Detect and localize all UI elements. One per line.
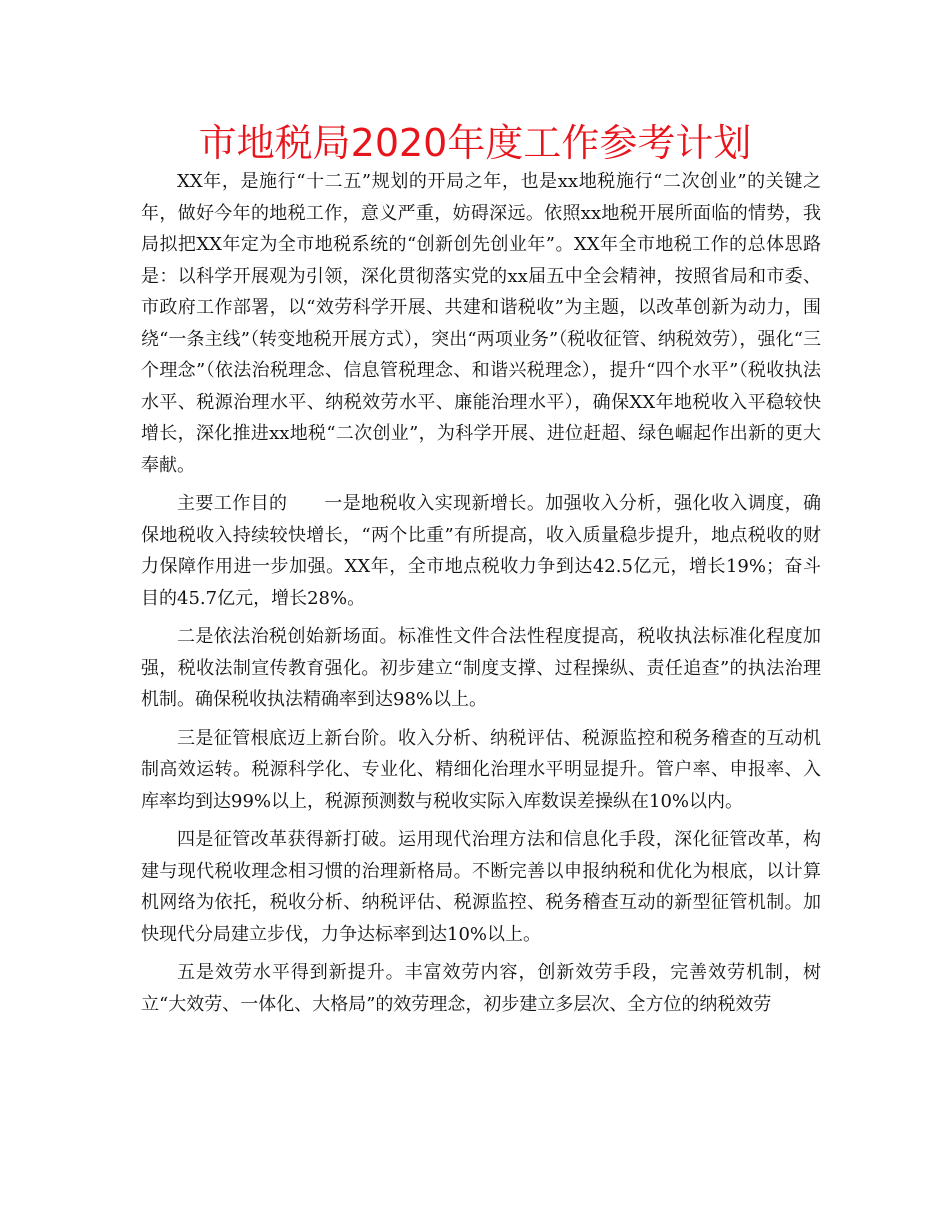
paragraph-goal-1: 主要工作目的 一是地税收入实现新增长。加强收入分析，强化收入调度，确保地税收入持续较快增长，“两个比重”有所提高，收入质量稳步提升，地点税收的财力保障作用进一步加强。XX年，全市地点税收力争到达42.5亿元，增长19%；奋斗目的45.7亿元，增长28%。 xyxy=(141,493,821,609)
paragraph-goal-5: 五是效劳水平得到新提升。丰富效劳内容，创新效劳手段，完善效劳机制，树立“大效劳、一体化、大格局”的效劳理念，初步建立多层次、全方位的纳税效劳 xyxy=(141,962,821,1015)
paragraph-goal-4: 四是征管改革获得新打破。运用现代治理方法和信息化手段，深化征管改革，构建与现代税收理念相习惯的治理新格局。不断完善以申报纳税和优化为根底，以计算机网络为依托，税收分析、纳税评估、税源监控、税务稽查互动的新型征管机制。加快现代分局建立步伐，力争达标率到达10%以上。 xyxy=(141,829,821,945)
document-body xyxy=(141,166,821,1027)
paragraph-intro: XX年，是施行“十二五”规划的开局之年，也是xx地税施行“二次创业”的关键之年，做好今年的地税工作，意义严重，妨碍深远。依照xx地税开展所面临的情势，我局拟把XX年定为全市地税系统的“创新创先创业年”。XX年全市地税工作的总体思路是：以科学开展观为引领，深化贯彻落实党的xx届五中全会精神，按照省局和市委、市政府工作部署，以“效劳科学开展、共建和谐税收”为主题，以改革创新为动力，围绕“一条主线”（转变地税开展方式），突出“两项业务”（税收征管、纳税效劳），强化“三个理念”（依法治税理念、信息管税理念、和谐兴税理念），提升“四个水平”（税收执法水平、税源治理水平、纳税效劳水平、廉能治理水平），确保XX年地税收入平稳较快增长，深化推进xx地税“二次创业”，为科学开展、进位赶超、绿色崛起作出新的更大奉献。 xyxy=(141,171,821,476)
paragraph-goal-3: 三是征管根底迈上新台阶。收入分析、纳税评估、税源监控和税务稽查的互动机制高效运转。税源科学化、专业化、精细化治理水平明显提升。管户率、申报率、入库率均到达99%以上，税源预测数与税收实际入库数误差操纵在10%以内。 xyxy=(141,727,821,812)
paragraph-goal-2: 二是依法治税创始新场面。标准性文件合法性程度提高，税收执法标准化程度加强，税收法制宣传教育强化。初步建立“制度支撑、过程操纵、责任追查”的执法治理机制。确保税收执法精确率到达98%以上。 xyxy=(141,626,821,710)
document-title: 市地税局2020年度工作参考计划 xyxy=(198,121,752,165)
